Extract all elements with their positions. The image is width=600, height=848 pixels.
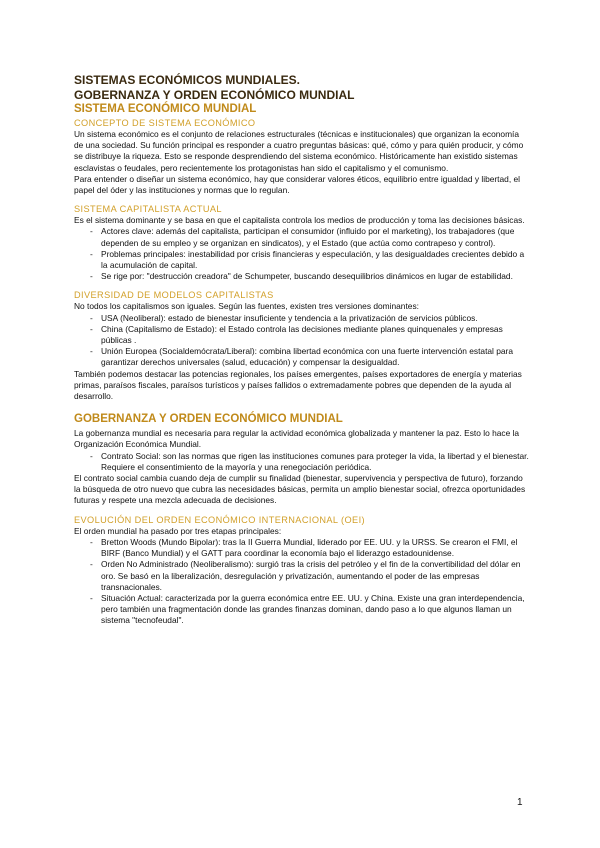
governance-intro: La gobernanza mundial es necesaria para regular la actividad económica globalizada y mantener la paz. Esto lo hace la Organización Económica Mundial. xyxy=(74,428,520,450)
diversity-heading: DIVERSIDAD DE MODELOS CAPITALISTAS xyxy=(74,290,274,301)
concept-paragraph-1: Un sistema económico es el conjunto de relaciones estructurales (técnicas e institucionales) que organizan la economía de una sociedad. Su función principal es responder a cuatro preguntas básicas: qué, cómo y para quién producir, y cómo se distribuye la riqueza. Esto se responde desprendiendo del sistema económico. Históricamente han existido sistemas esclavistas o feudales, pero recientemente los protagonistas han sido el capitalismo y el comunismo. xyxy=(74,129,524,173)
list-item: - Actores clave: además del capitalista, participan el consumidor (influido por el marketing), los trabajadores (que dependen de su empleo y se organizan en sindicatos), y el Estado (que actúa como contrapeso y control). xyxy=(90,226,515,248)
section1-heading: SISTEMA ECONÓMICO MUNDIAL xyxy=(74,103,257,115)
list-item: - Problemas principales: inestabilidad por crisis financieras y especulación, y las desigualdades crecientes debido a la acumulación de capital. xyxy=(90,248,525,271)
dash-marker: - xyxy=(90,536,93,547)
list-item: - China (Capitalismo de Estado): el Estado controla las decisiones mediante planes quinquenales y empresas públicas . xyxy=(90,323,503,346)
dash-marker: - xyxy=(90,271,93,282)
dash-marker: - xyxy=(90,312,93,323)
list-item: - Bretton Woods (Mundo Bipolar): tras la II Guerra Mundial, liderado por EE. UU. y la URSS. Se crearon el FMI, el BIRF (Banco Mundial) y el GATT para coordinar la economía bajo el liderazgo estadounidense. xyxy=(90,536,518,559)
dash-marker: - xyxy=(90,323,93,334)
dash-marker: - xyxy=(90,450,93,461)
capitalism-intro: Es el sistema dominante y se basa en que el capitalista controla los medios de producción y toma las decisiones básicas. xyxy=(74,215,525,226)
concept-heading: CONCEPTO DE SISTEMA ECONÓMICO xyxy=(74,118,256,128)
diversity-intro: No todos los capitalismos son iguales. Según las fuentes, existen tres versiones dominantes: xyxy=(74,301,419,312)
dash-marker: - xyxy=(90,248,93,259)
list-item: - Contrato Social: son las normas que rigen las instituciones comunes para proteger la vida, la libertad y el bienestar. Requiere el consentimiento de la mayoría y una renegociación periódica. xyxy=(90,450,529,472)
diversity-list xyxy=(74,313,530,369)
list-item: - Se rige por: "destrucción creadora" de Schumpeter, buscando desequilibrios dinámicos en lugar de estabilidad. xyxy=(90,271,513,282)
evolution-list xyxy=(74,537,530,627)
document-title-line1: SISTEMAS ECONÓMICOS MUNDIALES. xyxy=(74,73,301,87)
list-item: - Unión Europea (Socialdemócrata/Liberal): combina libertad económica con una fuerte intervención estatal para garantizar derechos universales (salud, educación) y compensar la desigualdad. xyxy=(90,346,514,368)
governance-outro: El contrato social cambia cuando deja de cumplir su finalidad (bienestar, supervivencia y perspectiva de futuro), forzando la búsqueda de otro nuevo que cubra las necesidades básicas, permita un amplio bienestar social, ofrezca oportunidades futuras y respete una mezcla adecuada de decisiones. xyxy=(74,473,526,506)
evolution-heading: EVOLUCIÓN DEL ORDEN ECONÓMICO INTERNACIONAL (OEI) xyxy=(74,514,366,525)
dash-marker: - xyxy=(90,559,93,570)
list-item: - Orden No Administrado (Neoliberalismo): surgió tras la crisis del petróleo y el fin de la convertibilidad del dólar en oro. Se basó en la liberalización, desregulación y privatización, aumentando el poder de las empresas transnacionales. xyxy=(90,559,521,592)
section2-heading: GOBERNANZA Y ORDEN ECONÓMICO MUNDIAL xyxy=(74,413,343,426)
concept-paragraph-2: Para entender o diseñar un sistema económico, hay que considerar valores éticos, equilibrio entre igualdad y libertad, el papel del óder y las instituciones y normas que lo regulan. xyxy=(74,173,520,196)
document-title-line2: GOBERNANZA Y ORDEN ECONÓMICO MUNDIAL xyxy=(74,87,355,102)
capitalism-heading: SISTEMA CAPITALISTA ACTUAL xyxy=(74,204,222,215)
list-item: - USA (Neoliberal): estado de bienestar insuficiente y tendencia a la privatización de servicios públicos. xyxy=(90,312,478,323)
document-page xyxy=(74,73,530,627)
evolution-intro: El orden mundial ha pasado por tres etapas principales: xyxy=(74,525,282,536)
capitalism-list xyxy=(74,226,530,282)
diversity-outro: También podemos destacar las potencias regionales, los países emergentes, países exportadores de energía y materias primas, paraísos fiscales, paraísos turísticos y países fallidos o extremadamente pobres que dependen de la ayuda al desarrollo. xyxy=(74,368,522,402)
dash-marker: - xyxy=(90,226,93,237)
list-item: - Situación Actual: caracterizada por la guerra económica entre EE. UU. y China. Existe una gran interdependencia, pero también una fragmentación donde las grandes finanzas dominan, dando paso a lo que algunos llaman un sistema "tecnofeudal". xyxy=(90,592,525,626)
dash-marker: - xyxy=(90,346,93,357)
page-number: 1 xyxy=(517,797,523,808)
governance-list xyxy=(74,451,530,473)
dash-marker: - xyxy=(90,592,93,603)
